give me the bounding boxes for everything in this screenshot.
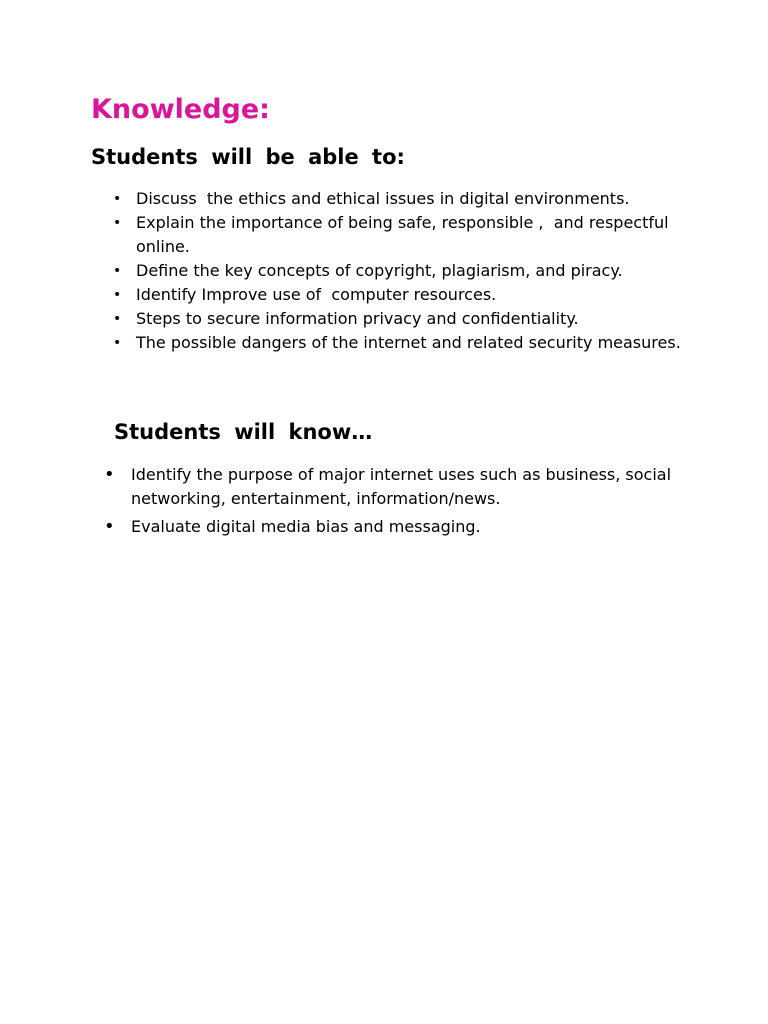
list-item bbox=[112, 259, 712, 283]
list-item bbox=[112, 331, 712, 355]
list-item bbox=[104, 515, 724, 539]
list-item bbox=[112, 211, 712, 259]
will-know-list bbox=[104, 463, 724, 543]
bullet-icon: • bbox=[104, 464, 115, 485]
bullet-icon: • bbox=[113, 287, 122, 303]
bullet-icon: • bbox=[104, 516, 115, 537]
section-heading-able-to: Students will be able to: bbox=[91, 145, 405, 169]
bullet-icon: • bbox=[113, 263, 122, 279]
list-item-text: Identify Improve use of computer resources. bbox=[136, 285, 497, 304]
list-item-text: Steps to secure information privacy and confidentiality. bbox=[136, 309, 579, 328]
list-item-text: Identify the purpose of major internet uses such as business, social networking, entertainment, information/news. bbox=[131, 465, 677, 508]
bullet-icon: • bbox=[113, 311, 122, 327]
bullet-icon: • bbox=[113, 191, 122, 207]
bullet-icon: • bbox=[113, 215, 122, 231]
list-item bbox=[112, 307, 712, 331]
list-item-text: Explain the importance of being safe, responsible , and respectful online. bbox=[136, 213, 674, 256]
able-to-list bbox=[112, 187, 712, 355]
list-item bbox=[104, 463, 724, 511]
list-item-text: The possible dangers of the internet and related security measures. bbox=[136, 333, 681, 352]
page-title: Knowledge: bbox=[91, 94, 270, 125]
section-heading-will-know: Students will know… bbox=[114, 420, 373, 444]
bullet-icon: • bbox=[113, 335, 122, 351]
list-item-text: Discuss the ethics and ethical issues in digital environments. bbox=[136, 189, 630, 208]
list-item-text: Evaluate digital media bias and messaging. bbox=[131, 517, 481, 536]
list-item bbox=[112, 187, 712, 211]
list-item-text: Define the key concepts of copyright, plagiarism, and piracy. bbox=[136, 261, 623, 280]
list-item bbox=[112, 283, 712, 307]
